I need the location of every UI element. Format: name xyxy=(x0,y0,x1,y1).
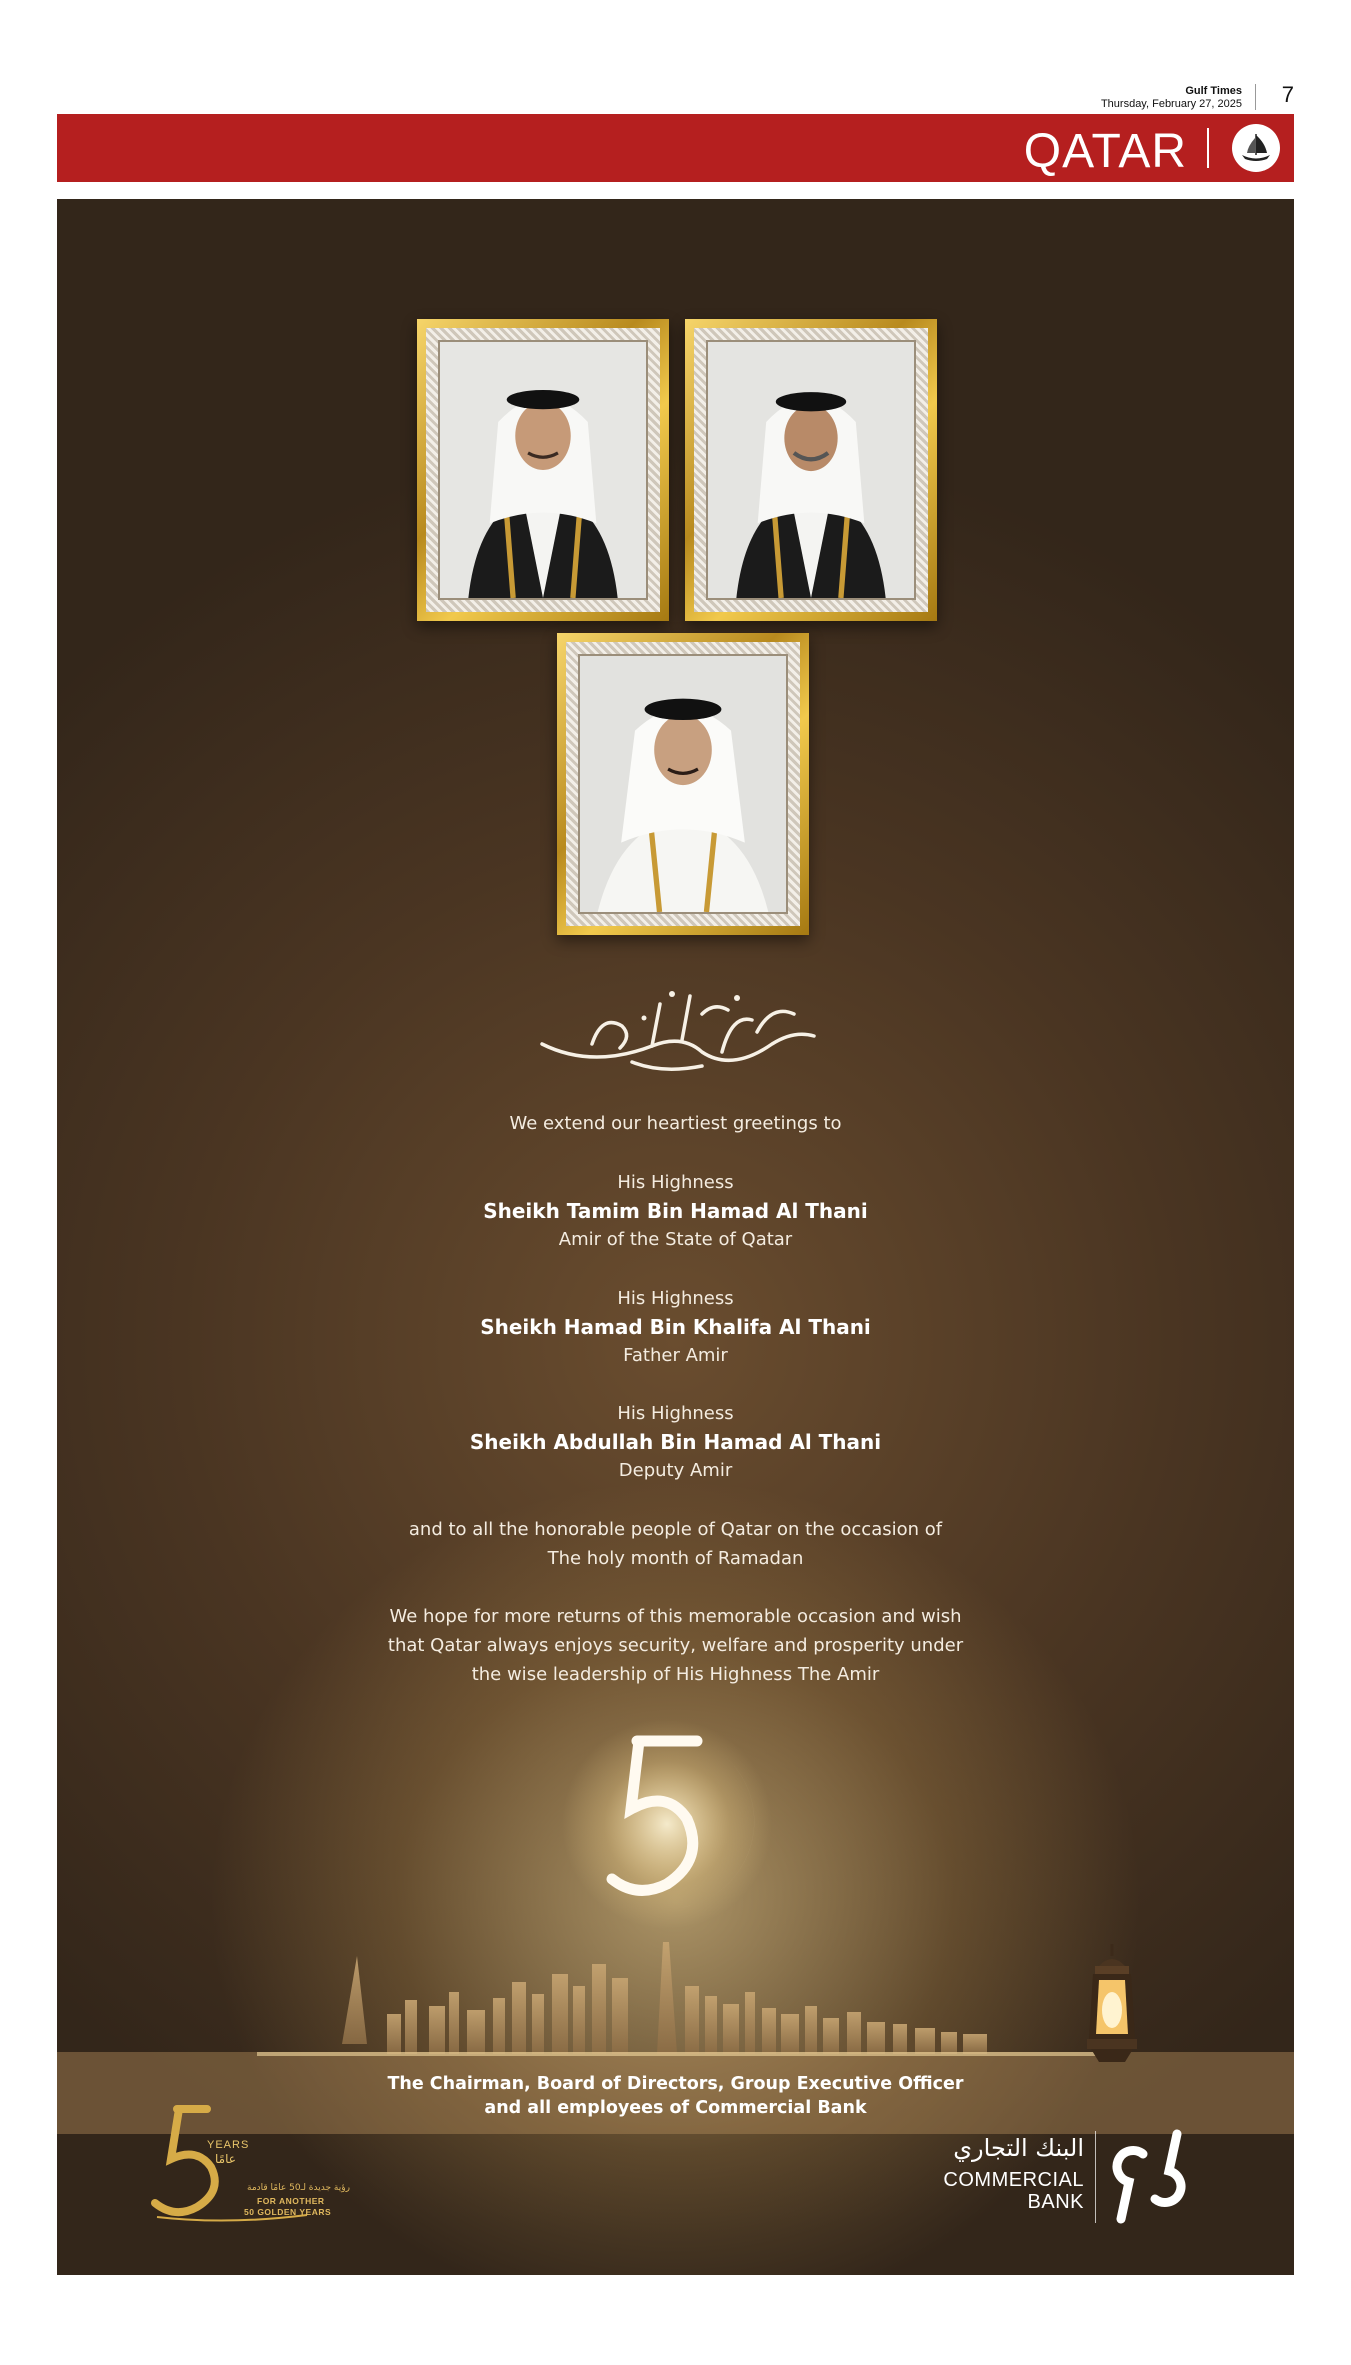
anniversary-years-arabic: عامًا xyxy=(215,2152,236,2166)
credit-line-2: and all employees of Commercial Bank xyxy=(484,2098,867,2118)
ramadan-kareem-calligraphy-icon xyxy=(532,974,822,1084)
lantern-icon xyxy=(1077,1944,1147,2074)
bank-name-line-1: COMMERCIAL xyxy=(943,2169,1084,2191)
masthead xyxy=(57,82,1294,116)
section-title: QATAR xyxy=(1023,125,1187,178)
section-bar xyxy=(57,114,1294,182)
publication-date: Thursday, February 27, 2025 xyxy=(1100,98,1242,110)
honoree-title-2: Father Amir xyxy=(623,1345,728,1366)
greeting-intro: We extend our heartiest greetings to xyxy=(509,1113,842,1134)
honoree-title-1: Amir of the State of Qatar xyxy=(558,1229,793,1250)
occasion-line-1: and to all the honorable people of Qatar on the occasion of xyxy=(408,1519,943,1540)
bank-name-line-2: BANK xyxy=(1027,2191,1084,2213)
portrait-deputy-amir xyxy=(580,656,786,912)
masthead-divider xyxy=(1255,84,1256,110)
portrait-father-amir xyxy=(708,342,914,598)
honoree-name-3: Sheikh Abdullah Bin Hamad Al Thani xyxy=(469,1430,882,1454)
wish-line-2: that Qatar always enjoys security, welfare and prosperity under xyxy=(387,1635,964,1656)
anniversary-tagline-1: FOR ANOTHER xyxy=(257,2196,325,2206)
honorific-1: His Highness xyxy=(617,1172,734,1193)
ramadan-greeting-ad xyxy=(57,199,1294,2275)
wish-line-1: We hope for more returns of this memorable occasion and wish xyxy=(389,1606,962,1627)
wish-line-3: the wise leadership of His Highness The Amir xyxy=(471,1664,880,1685)
anniversary-years-label: YEARS xyxy=(207,2139,250,2151)
bank-logo-divider xyxy=(1095,2131,1096,2223)
portrait-amir xyxy=(440,342,646,598)
anniversary-tagline-2: 50 GOLDEN YEARS xyxy=(244,2207,332,2217)
anniversary-tagline-arabic: رؤية جديدة لـ50 عامًا قادمة xyxy=(247,2183,350,2193)
honorific-3: His Highness xyxy=(617,1403,734,1424)
commercial-bank-logo-icon xyxy=(1099,2124,1199,2229)
bank-name-arabic: البنك التجاري xyxy=(953,2134,1084,2162)
honoree-name-2: Sheikh Hamad Bin Khalifa Al Thani xyxy=(480,1315,871,1339)
portrait-frame-father-amir xyxy=(685,319,937,621)
honorific-2: His Highness xyxy=(617,1288,734,1309)
occasion-line-2: The holy month of Ramadan xyxy=(547,1548,804,1569)
portrait-frame-amir xyxy=(417,319,669,621)
dhow-emblem-icon xyxy=(1232,124,1280,172)
honoree-title-3: Deputy Amir xyxy=(618,1460,733,1481)
honoree-name-1: Sheikh Tamim Bin Hamad Al Thani xyxy=(483,1199,868,1223)
glowing-fifty-crescent-icon xyxy=(557,1709,777,1939)
paper-name: Gulf Times xyxy=(1185,85,1242,97)
portrait-frame-deputy-amir xyxy=(557,633,809,935)
credit-line-1: The Chairman, Board of Directors, Group Executive Officer xyxy=(387,2074,964,2094)
page-number: 7 xyxy=(1281,82,1294,107)
section-bar-divider xyxy=(1207,128,1209,168)
